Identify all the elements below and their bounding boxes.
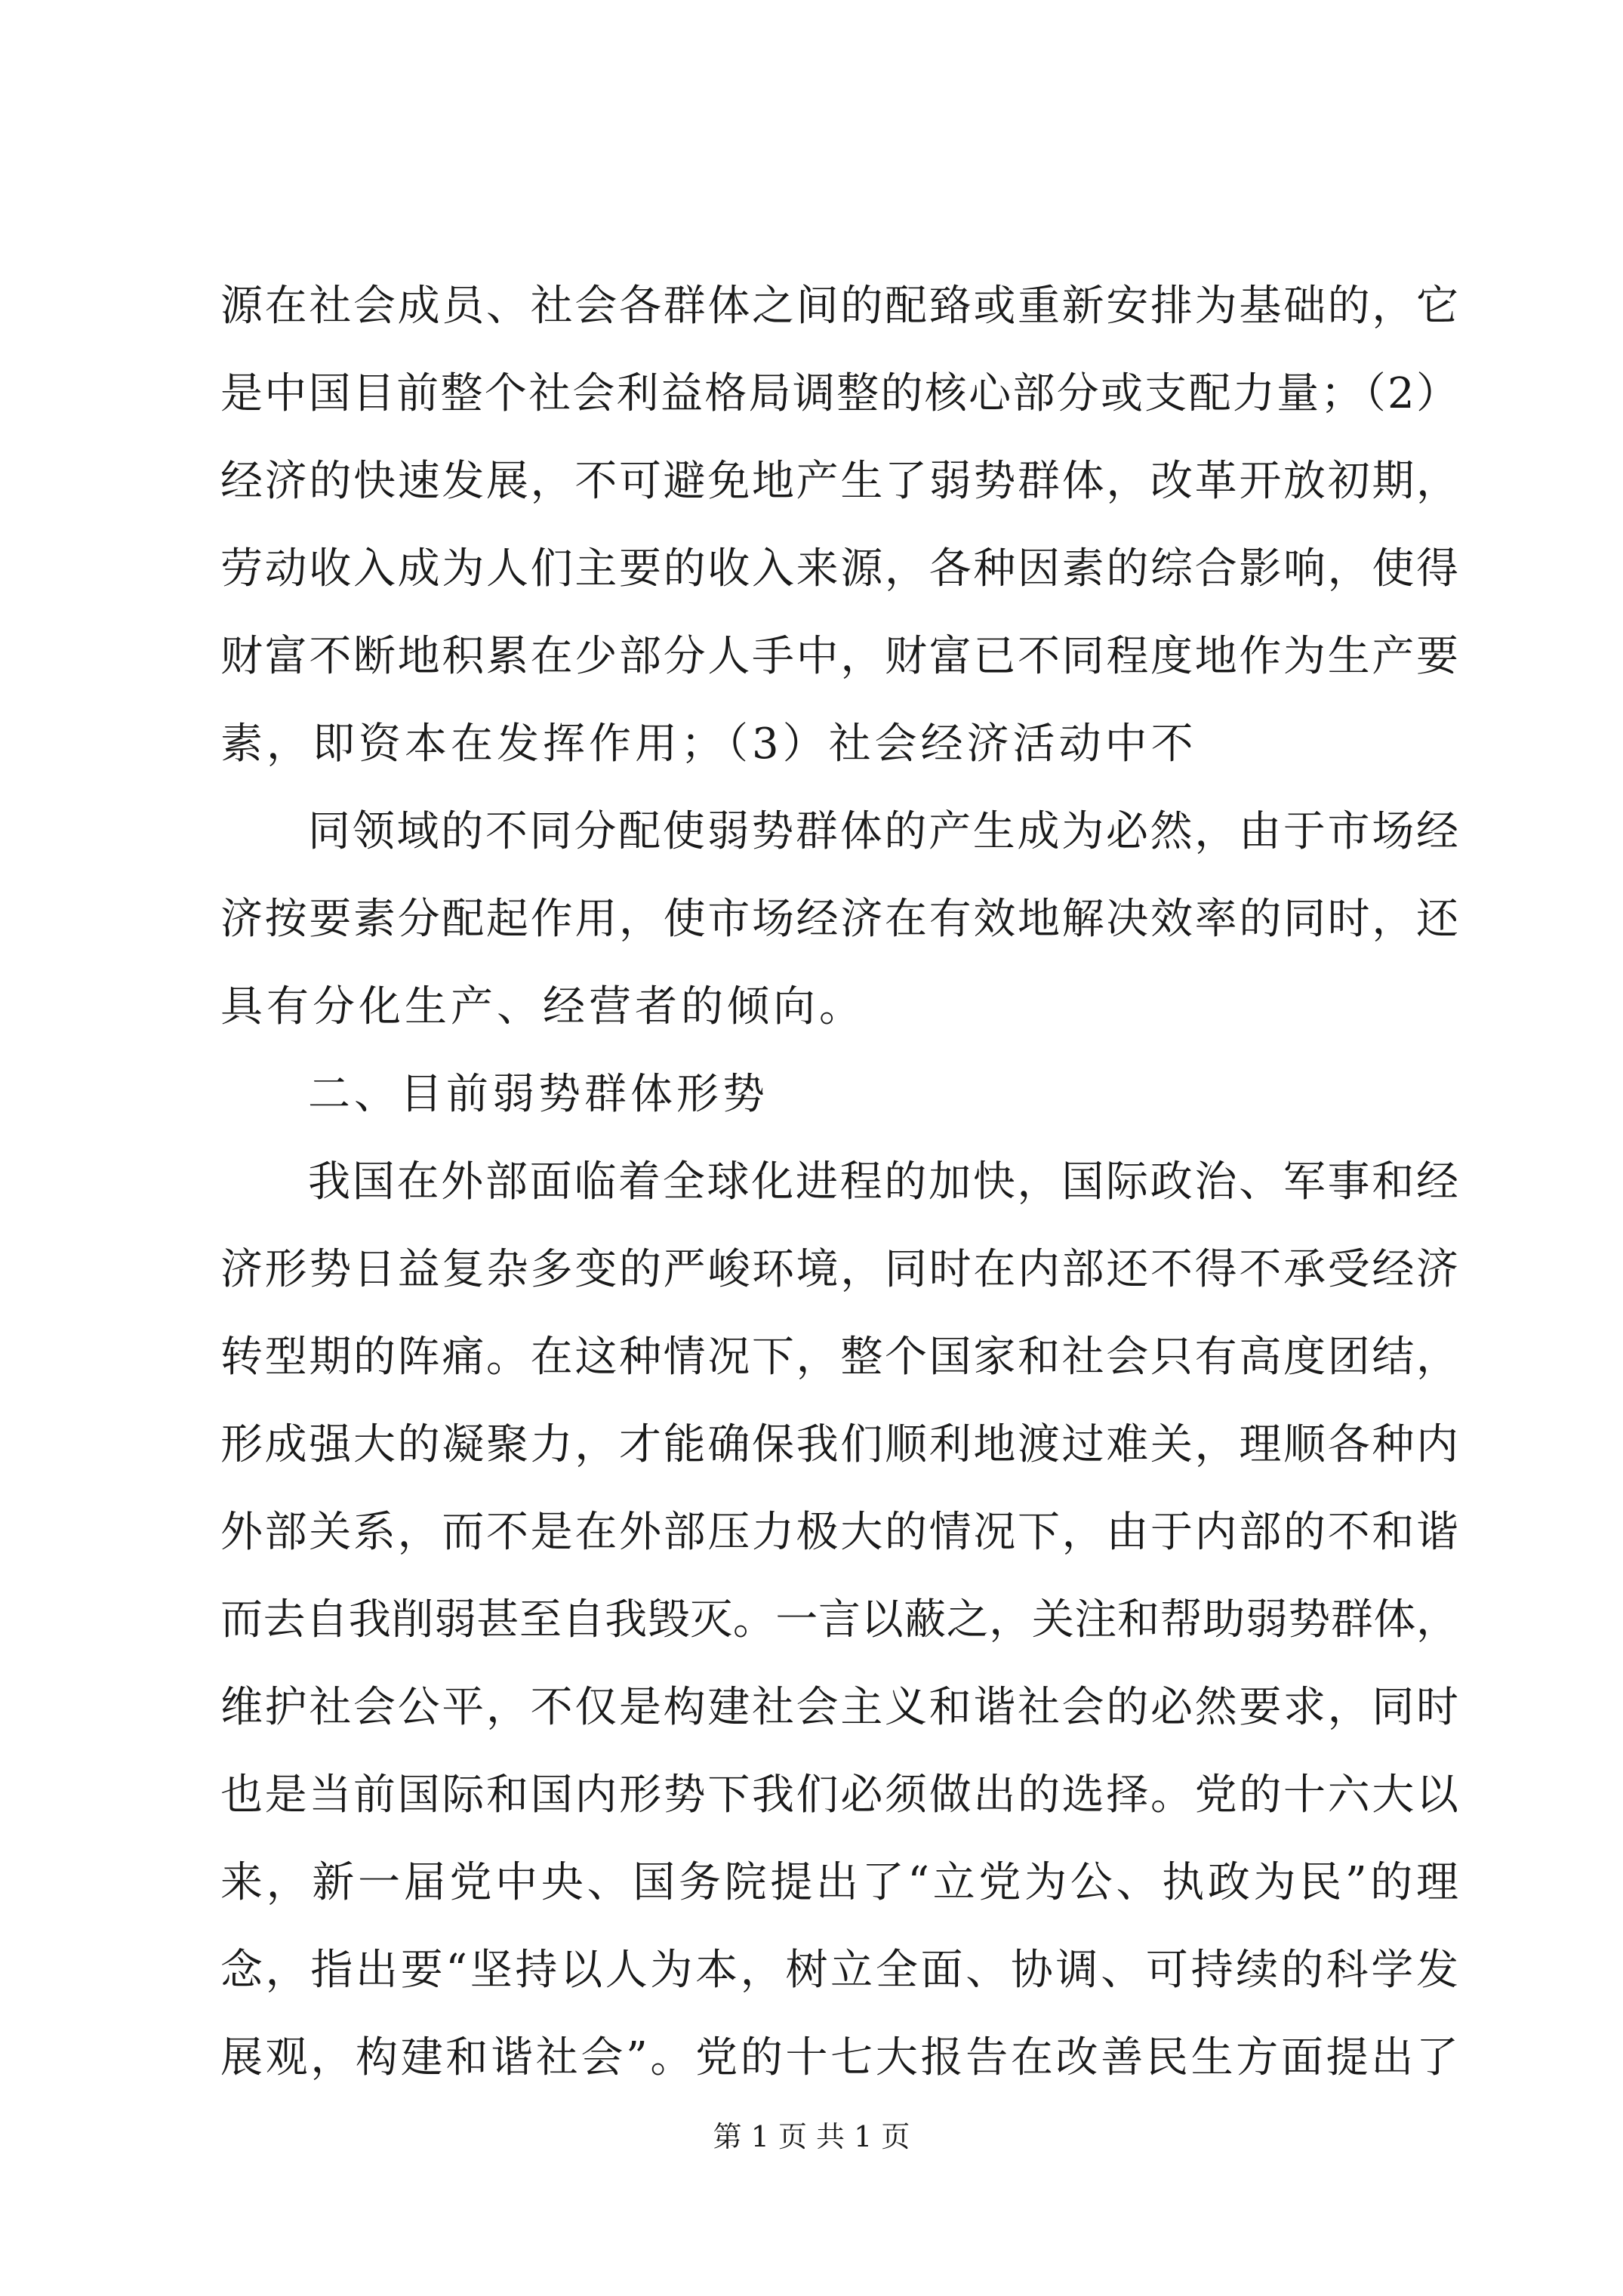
text-line: 同领域的不同分配使弱势群体的产生成为必然，由于市场经 <box>308 807 1458 856</box>
text-line: 也是当前国际和国内形势下我们必须做出的选择。党的十六大以 <box>220 1771 1458 1820</box>
text-line: 素，即资本在发挥作用；（3）社会经济活动中不 <box>220 720 1197 769</box>
text-line: 而去自我削弱甚至自我毁灭。一言以蔽之，关注和帮助弱势群体， <box>220 1595 1458 1644</box>
text-line: 济按要素分配起作用，使市场经济在有效地解决效率的同时，还 <box>220 895 1458 944</box>
text-line: 我国在外部面临着全球化进程的加快，国际政治、军事和经 <box>308 1157 1458 1207</box>
page-footer: 第 1 页 共 1 页 <box>713 2120 910 2153</box>
document-body <box>220 263 1458 2102</box>
text-line: 是中国目前整个社会利益格局调整的核心部分或支配力量；（2） <box>220 369 1458 418</box>
text-line: 经济的快速发展，不可避免地产生了弱势群体，改革开放初期， <box>220 457 1458 506</box>
text-line: 展观，构建和谐社会”。党的十七大报告在改善民生方面提出了 <box>220 2033 1458 2082</box>
text-line: 转型期的阵痛。在这种情况下，整个国家和社会只有高度团结， <box>220 1333 1458 1382</box>
text-line: 济形势日益复杂多变的严峻环境，同时在内部还不得不承受经济 <box>220 1245 1458 1294</box>
text-line: 财富不断地积累在少部分人手中，财富已不同程度地作为生产要 <box>220 632 1458 681</box>
text-line: 二、目前弱势群体形势 <box>308 1070 768 1119</box>
text-line: 劳动收入成为人们主要的收入来源，各种因素的综合影响，使得 <box>220 544 1458 593</box>
text-line: 念，指出要“坚持以人为本，树立全面、协调、可持续的科学发 <box>220 1946 1458 1995</box>
text-line: 具有分化生产、经营者的倾向。 <box>220 982 865 1031</box>
text-line: 外部关系，而不是在外部压力极大的情况下，由于内部的不和谐 <box>220 1508 1458 1557</box>
text-line: 形成强大的凝聚力，才能确保我们顺利地渡过难关，理顺各种内 <box>220 1420 1458 1469</box>
text-line: 源在社会成员、社会各群体之间的配臵或重新安排为基础的，它 <box>220 282 1458 331</box>
text-line: 维护社会公平，不仅是构建社会主义和谐社会的必然要求，同时 <box>220 1683 1458 1732</box>
text-line: 来，新一届党中央、国务院提出了“立党为公、执政为民”的理 <box>220 1858 1458 1907</box>
